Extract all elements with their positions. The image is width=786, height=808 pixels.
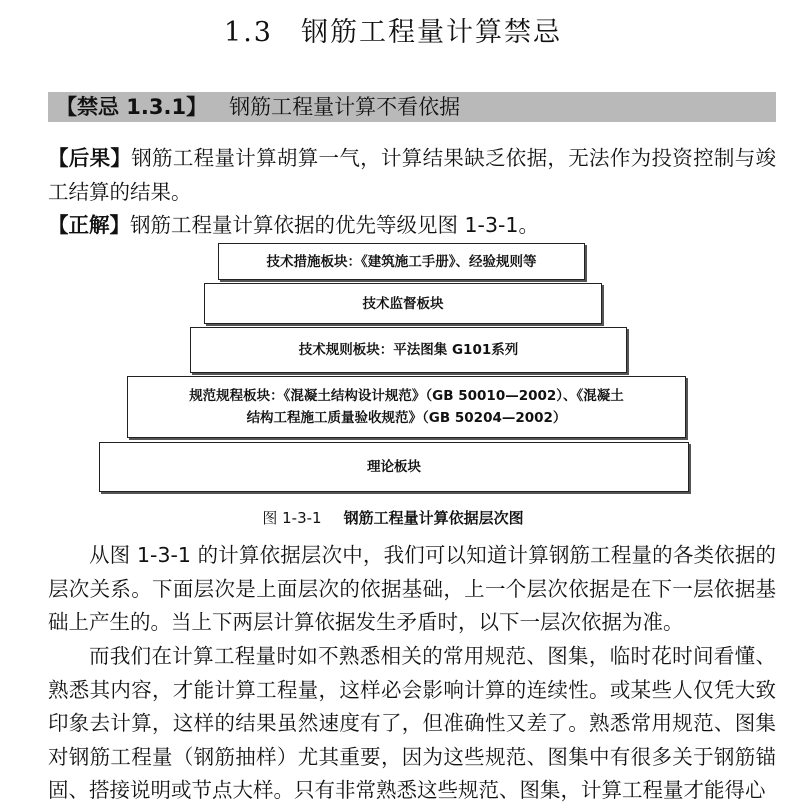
figure-number: 图 1-3-1 xyxy=(262,509,322,527)
body-paragraph-1: 从图 1-3-1 的计算依据层次中，我们可以知道计算钢筋工程量的各类依据的层次关系。下面层次是上面层次的依据基础，上一个层次依据是在下一层依据基础上产生的。当上下两层计算依据发生矛盾时，以下一层次依据为准。 xyxy=(48,543,776,634)
pyramid-tier-theory: 理论板块 xyxy=(99,442,689,492)
taboo-banner xyxy=(48,92,776,122)
consequence-label: 【后果】 xyxy=(48,146,132,170)
solution-paragraph xyxy=(48,209,776,243)
solution-label: 【正解】 xyxy=(48,213,130,237)
section-heading xyxy=(0,10,786,49)
consequence-paragraph xyxy=(48,142,776,209)
figure-caption xyxy=(0,507,786,528)
pyramid-tier-technical-rules: 技术规则板块：平法图集 G101系列 xyxy=(190,327,627,373)
figure-title: 钢筋工程量计算依据层次图 xyxy=(343,509,524,527)
taboo-title: 钢筋工程量计算不看依据 xyxy=(229,95,461,119)
consequence-text: 钢筋工程量计算胡算一气，计算结果缺乏依据，无法作为投资控制与竣工结算的结果。 xyxy=(48,146,777,204)
pyramid-tier-standards: 规范规程板块：《混凝土结构设计规范》（GB 50010—2002）、《混凝土 结构工程施工质量验收规范》（GB 50204—2002） xyxy=(127,376,686,438)
section-title: 钢筋工程量计算禁忌 xyxy=(300,17,562,48)
taboo-tag: 【禁忌 1.3.1】 xyxy=(56,95,208,119)
section-number: 1.3 xyxy=(224,17,273,48)
solution-text: 钢筋工程量计算依据的优先等级见图 1-3-1。 xyxy=(130,213,539,237)
pyramid-tier-technical-supervision: 技术监督板块 xyxy=(204,283,602,324)
body-paragraph-2: 而我们在计算工程量时如不熟悉相关的常用规范、图集，临时花时间看懂、熟悉其内容，才能计算工程量，这样必会影响计算的连续性。或某些人仅凭大致印象去计算，这样的结果虽然速度有了，但准确性又差了。熟悉常用规范、图集对钢筋工程量（钢筋抽样）尤其重要，因为这些规范、图集中有很多关于钢筋锚固、搭接说明或节点大样。只有非常熟悉这些规范、图集，计算工程量才能得心 xyxy=(48,644,776,802)
pyramid-tier-technical-measures: 技术措施板块：《建筑施工手册》、经验规则等 xyxy=(218,243,585,280)
